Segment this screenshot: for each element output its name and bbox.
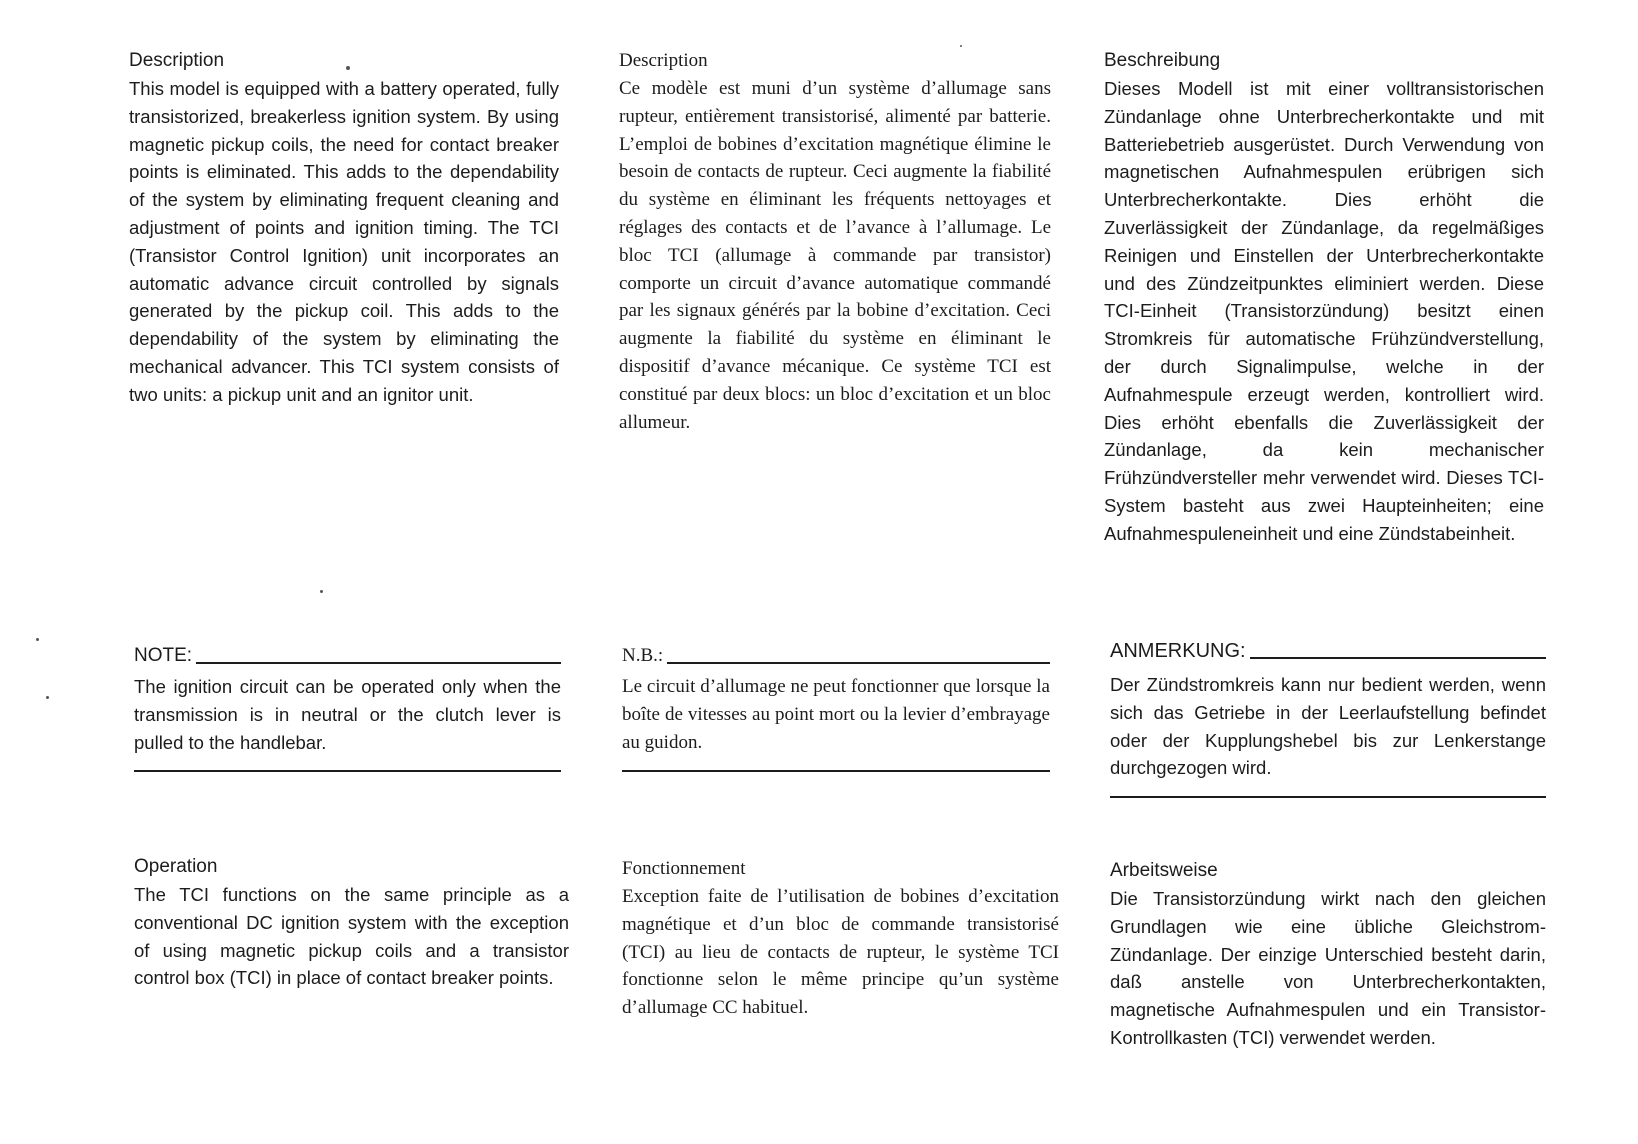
fr-operation-section (622, 855, 1059, 1022)
fr-note-label: N.B.: (622, 645, 664, 666)
de-description-heading: Beschreibung (1104, 50, 1221, 71)
de-description-text: Dieses Modell ist mit einer volltransistorischen Zündanlage ohne Unterbrecherkontakte und mit Batteriebetrieb ausgerüstet. Durch Verwendung von magnetischen Aufnahmespulen erübrigen sich Unterbrecherkontakte. Dies erhöht die Zuverlässigkeit der Zündanlage, da regelmäßiges Reinigen und Einstellen der Unterbrecherkontakte und des Zündzeitpunktes eliminiert werden. Diese TCI-Einheit (Transistorzündung) besitzt einen Stromkreis für automatische Frühzündverstellung, der durch Signalimpulse, welche in der Aufnahmespule erzeugt werden, kontrolliert wird. Dies erhöht ebenfalls die Zuverlässigkeit der Zündanlage, da kein mechanischer Frühzündversteller mehr verwendet wird. Dieses TCI-System basteht aus zwei Haupteinheiten; eine Aufnahmespuleneinheit und eine Zündstabeinheit. (1104, 78, 1544, 544)
de-operation-heading: Arbeitsweise (1110, 860, 1218, 881)
de-note-rule (1250, 657, 1546, 659)
de-operation-text: Die Transistorzündung wirkt nach den gleichen Grundlagen wie eine übliche Gleichstrom-Zündanlage. Der einzige Unterschied besteht darin, daß anstelle von Unterbrecherkontakten, magnetische Aufnahmespulen und ein Transistor-Kontrollkasten (TCI) verwendet werden. (1110, 888, 1546, 1048)
de-description-section (1104, 47, 1544, 548)
scan-speck (320, 590, 323, 593)
en-note-section (134, 642, 561, 772)
scan-speck (346, 66, 350, 70)
de-note-text: Der Zündstromkreis kann nur bedient werden, wenn sich das Getriebe in der Leerlaufstellung befindet oder der Kupplungshebel bis zur Lenkerstange durchgezogen wird. (1110, 674, 1546, 779)
en-note-label: NOTE: (134, 645, 193, 666)
fr-note-header (622, 642, 1050, 670)
en-note-bottom-rule (134, 770, 561, 772)
scan-speck (960, 45, 962, 47)
fr-operation-heading: Fonctionnement (622, 858, 746, 879)
scan-speck (46, 696, 49, 699)
de-note-label: ANMERKUNG: (1110, 640, 1246, 662)
fr-operation-text: Exception faite de l’utilisation de bobines d’excitation magnétique et d’un bloc de commande transistorisé (TCI) au lieu de contacts de rupteur, le système TCI fonctionne selon le même principe qu’un système d’allumage CC habituel. (622, 886, 1059, 1019)
en-operation-section (134, 853, 569, 992)
en-description-section (129, 47, 559, 409)
fr-description-heading: Description (619, 50, 708, 71)
fr-note-bottom-rule (622, 770, 1050, 772)
en-note-header (134, 642, 561, 670)
en-note-text: The ignition circuit can be operated only when the transmission is in neutral or the clutch lever is pulled to the handlebar. (134, 676, 561, 753)
en-operation-text: The TCI functions on the same principle as a conventional DC ignition system with the exception of using magnetic pickup coils and a transistor control box (TCI) in place of contact breaker points. (134, 884, 569, 989)
en-note-rule (196, 662, 561, 664)
de-operation-section (1110, 857, 1546, 1052)
de-note-header (1110, 637, 1546, 665)
en-description-heading: Description (129, 50, 225, 71)
fr-description-section (619, 47, 1051, 436)
fr-note-text: Le circuit d’allumage ne peut fonctionner que lorsque la boîte de vitesses au point mort ou la levier d’embrayage au guidon. (622, 676, 1050, 753)
scan-speck (36, 638, 39, 641)
de-note-section (1110, 637, 1546, 798)
en-operation-heading: Operation (134, 856, 218, 877)
en-description-text: This model is equipped with a battery operated, fully transistorized, breakerless ignition system. By using magnetic pickup coils, the need for contact breaker points is eliminated. This adds to the dependability of the system by eliminating frequent cleaning and adjustment of points and ignition timing. The TCI (Transistor Control Ignition) unit incorporates an automatic advance circuit controlled by signals generated by the pickup coil. This adds to the dependability of the system by eliminating the mechanical advancer. This TCI system consists of two units: a pickup unit and an ignitor unit. (129, 78, 559, 405)
fr-description-text: Ce modèle est muni d’un système d’allumage sans rupteur, entièrement transistorisé, alimenté par batterie. L’emploi de bobines d’excitation magnétique élimine le besoin de contacts de rupteur. Ceci augmente la fiabilité du système en éliminant les fréquents nettoyages et réglages des contacts et de l’avance à l’allumage. Le bloc TCI (allumage à commande par transistor) comporte un circuit d’avance automatique commandé par les signaux générés par la bobine d’excitation. Ceci augmente la fiabilité du système en éliminant le dispositif d’avance mécanique. Ce système TCI est constitué par deux blocs: un bloc d’excitation et un bloc allumeur. (619, 78, 1051, 433)
de-note-bottom-rule (1110, 796, 1546, 798)
fr-note-section (622, 642, 1050, 772)
fr-note-rule (667, 662, 1050, 664)
